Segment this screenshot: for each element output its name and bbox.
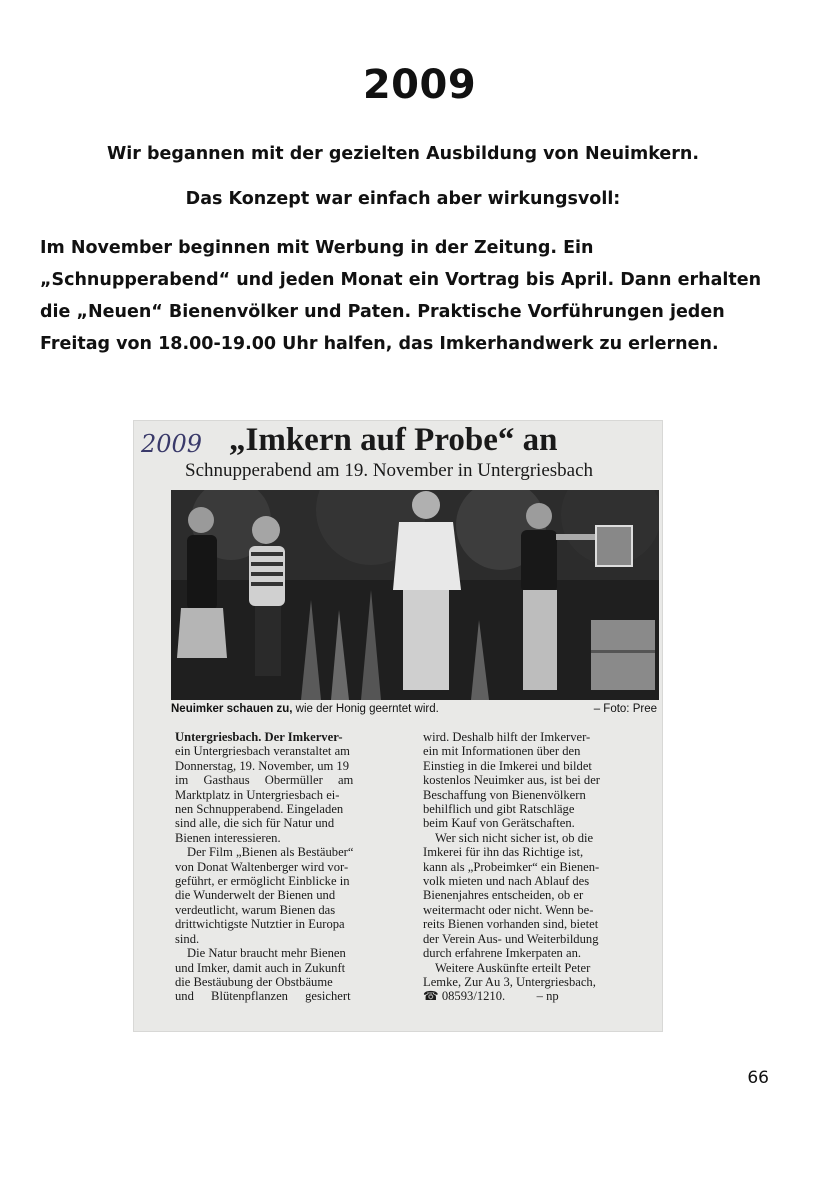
article-line: Bienen interessieren.	[175, 830, 281, 845]
caption-bold: Neuimker schauen zu,	[171, 703, 293, 715]
article-line: die Bestäubung der Obstbäume	[175, 974, 333, 989]
article-line: behilflich und gibt Ratschläge	[423, 802, 575, 817]
article-line: ein mit Informationen über den	[423, 744, 581, 759]
article-line: sind alle, die sich für Natur und	[175, 816, 335, 831]
article-line: der Verein Aus- und Weiterbildung	[423, 931, 599, 946]
photo-caption	[171, 703, 659, 715]
clipping-headline: „Imkern auf Probe“ an	[229, 422, 558, 458]
article-line: reits Bienen vorhanden sind, bietet	[423, 917, 599, 932]
article-line: Weitere Auskünfte erteilt Peter	[435, 960, 591, 975]
article-line: Bienenjahres entscheiden, ob er	[423, 888, 584, 903]
article-line: weitermacht oder nicht. Wenn be-	[423, 902, 594, 917]
intro-paragraph	[40, 232, 800, 360]
article-line: durch erfahrene Imkerpaten an.	[423, 946, 582, 961]
article-line: Lemke, Zur Au 3, Untergriesbach,	[423, 974, 596, 989]
article-line: verdeutlicht, warum Bienen das	[175, 902, 336, 917]
article-line: ein Untergriesbach veranstaltet am	[175, 744, 350, 759]
intro-line-1: Wir begannen mit der gezielten Ausbildung von Neuimkern.	[106, 144, 700, 164]
article-line: und Blütenpflanzen gesichert	[175, 989, 351, 1004]
article-line: volk mieten und nach Ablauf des	[423, 874, 590, 889]
beekeepers-photo	[171, 490, 659, 700]
article-right-column	[423, 730, 661, 1004]
article-line: Beschaffung von Bienenvölkern	[423, 787, 586, 802]
photo-credit: – Foto: Pree	[593, 703, 657, 715]
article-line: drittwichtigste Nutztier in Europa	[175, 917, 345, 932]
article-line: kann als „Probeimker“ ein Bienen-	[423, 859, 600, 874]
paragraph-line: Freitag von 18.00-19.00 Uhr halfen, das Imkerhandwerk zu erlernen.	[40, 334, 719, 354]
article-line: Untergriesbach. Der Imkerver-	[175, 730, 343, 744]
paragraph-line: Im November beginnen mit Werbung in der Zeitung. Ein	[40, 238, 594, 258]
article-line: geführt, er ermöglicht Einblicke in	[175, 874, 350, 889]
article-line: Imkerei für ihn das Richtige ist,	[423, 845, 584, 860]
article-line: wird. Deshalb hilft der Imkerver-	[423, 730, 591, 744]
article-left-column	[175, 730, 413, 1004]
page-number: 66	[747, 1068, 769, 1088]
paragraph-line: die „Neuen“ Bienenvölker und Paten. Praktische Vorführungen jeden	[40, 302, 725, 322]
article-line: kostenlos Neuimker aus, ist bei der	[423, 773, 600, 788]
article-line: Marktplatz in Untergriesbach ei-	[175, 787, 340, 802]
article-line: von Donat Waltenberger wird vor-	[175, 859, 349, 874]
caption-rest: wie der Honig geerntet wird.	[292, 703, 439, 715]
article-line: Der Film „Bienen als Bestäuber“	[187, 845, 354, 860]
article-line: nen Schnupperabend. Eingeladen	[175, 802, 344, 817]
article-line: im Gasthaus Obermüller am	[175, 773, 354, 788]
paragraph-line: „Schnupperabend“ und jeden Monat ein Vortrag bis April. Dann erhalten	[40, 270, 762, 290]
article-line: ☎ 08593/1210. – np	[423, 989, 559, 1004]
article-line: und Imker, damit auch in Zukunft	[175, 960, 346, 975]
page-year-title: 2009	[362, 62, 477, 108]
article-line: Donnerstag, 19. November, um 19	[175, 758, 350, 773]
clipping-subheadline: Schnupperabend am 19. November in Untergriesbach	[185, 460, 594, 481]
intro-line-2: Das Konzept war einfach aber wirkungsvoll:	[185, 189, 621, 209]
article-line: Die Natur braucht mehr Bienen	[187, 946, 346, 961]
article-line: die Wunderwelt der Bienen und	[175, 888, 336, 903]
handwritten-year: 2009	[141, 430, 203, 458]
article-line: sind.	[175, 931, 200, 946]
article-line: beim Kauf von Gerätschaften.	[423, 816, 575, 831]
article-line: Einstieg in die Imkerei und bildet	[423, 758, 592, 773]
article-line: Wer sich nicht sicher ist, ob die	[435, 830, 594, 845]
newspaper-clipping	[133, 420, 663, 1032]
